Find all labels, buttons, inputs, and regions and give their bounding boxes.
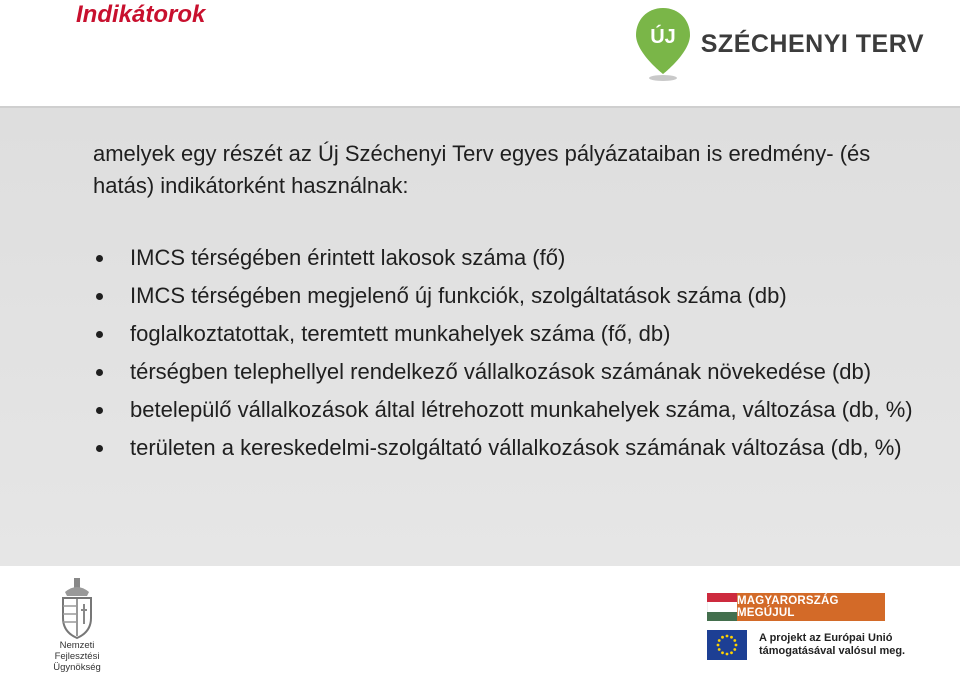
eu-flag-icon: [707, 630, 747, 660]
eu-line1: A projekt az Európai Unió: [759, 632, 893, 644]
list-item-text: területen a kereskedelmi-szolgáltató vállalkozások számának változása (db, %): [130, 435, 902, 460]
list-item-text: betelepülő vállalkozások által létrehozott munkahelyek száma, változása (db, %): [130, 397, 913, 422]
logo-brand-text: SZÉCHENYI TERV: [700, 29, 924, 58]
list-item: [93, 281, 913, 311]
list-item: [93, 243, 913, 273]
list-item: [93, 319, 913, 349]
bullet-icon: [96, 407, 103, 414]
nfu-line2: Fejlesztési Ügynökség: [53, 651, 101, 673]
content-panel: [0, 106, 960, 568]
list-item-text: térségben telephellyel rendelkező vállalkozások számának növekedése (db): [130, 359, 872, 384]
uj-szechenyi-terv-logo: [633, 6, 924, 82]
footer: [0, 566, 960, 673]
list-item-text: IMCS térségében érintett lakosok száma (fő): [130, 245, 566, 270]
nfu-line1: Nemzeti: [59, 640, 95, 651]
bullet-icon: [96, 255, 103, 262]
list-item: [93, 433, 913, 463]
location-pin-icon: [633, 6, 693, 82]
list-item: [93, 395, 913, 425]
banner-text: MAGYARORSZÁG MEGÚJUL: [737, 593, 885, 621]
intro-text: amelyek egy részét az Új Széchenyi Terv egyes pályázataiban is eredmény- (és hatás) indikátorként használnak:: [93, 141, 871, 198]
hungarian-flag-icon: [707, 593, 737, 621]
eu-line2: támogatásával valósul meg.: [759, 645, 906, 657]
page-title: Indikátorok: [76, 1, 206, 28]
list-item: [93, 357, 913, 387]
logo-pin-text: ÚJ: [649, 26, 676, 48]
list-item-text: foglalkoztatottak, teremtett munkahelyek száma (fő, db): [130, 321, 671, 346]
indicator-list: [93, 243, 913, 471]
bullet-icon: [96, 331, 103, 338]
magyarorszag-megujul-banner: [707, 593, 885, 621]
bullet-icon: [96, 369, 103, 376]
coat-of-arms-icon: [57, 578, 97, 640]
eu-support-notice: [707, 630, 905, 660]
nfu-logo: [32, 578, 122, 673]
list-item-text: IMCS térségében megjelenő új funkciók, szolgáltatások száma (db): [130, 283, 787, 308]
bullet-icon: [96, 445, 103, 452]
bullet-icon: [96, 293, 103, 300]
